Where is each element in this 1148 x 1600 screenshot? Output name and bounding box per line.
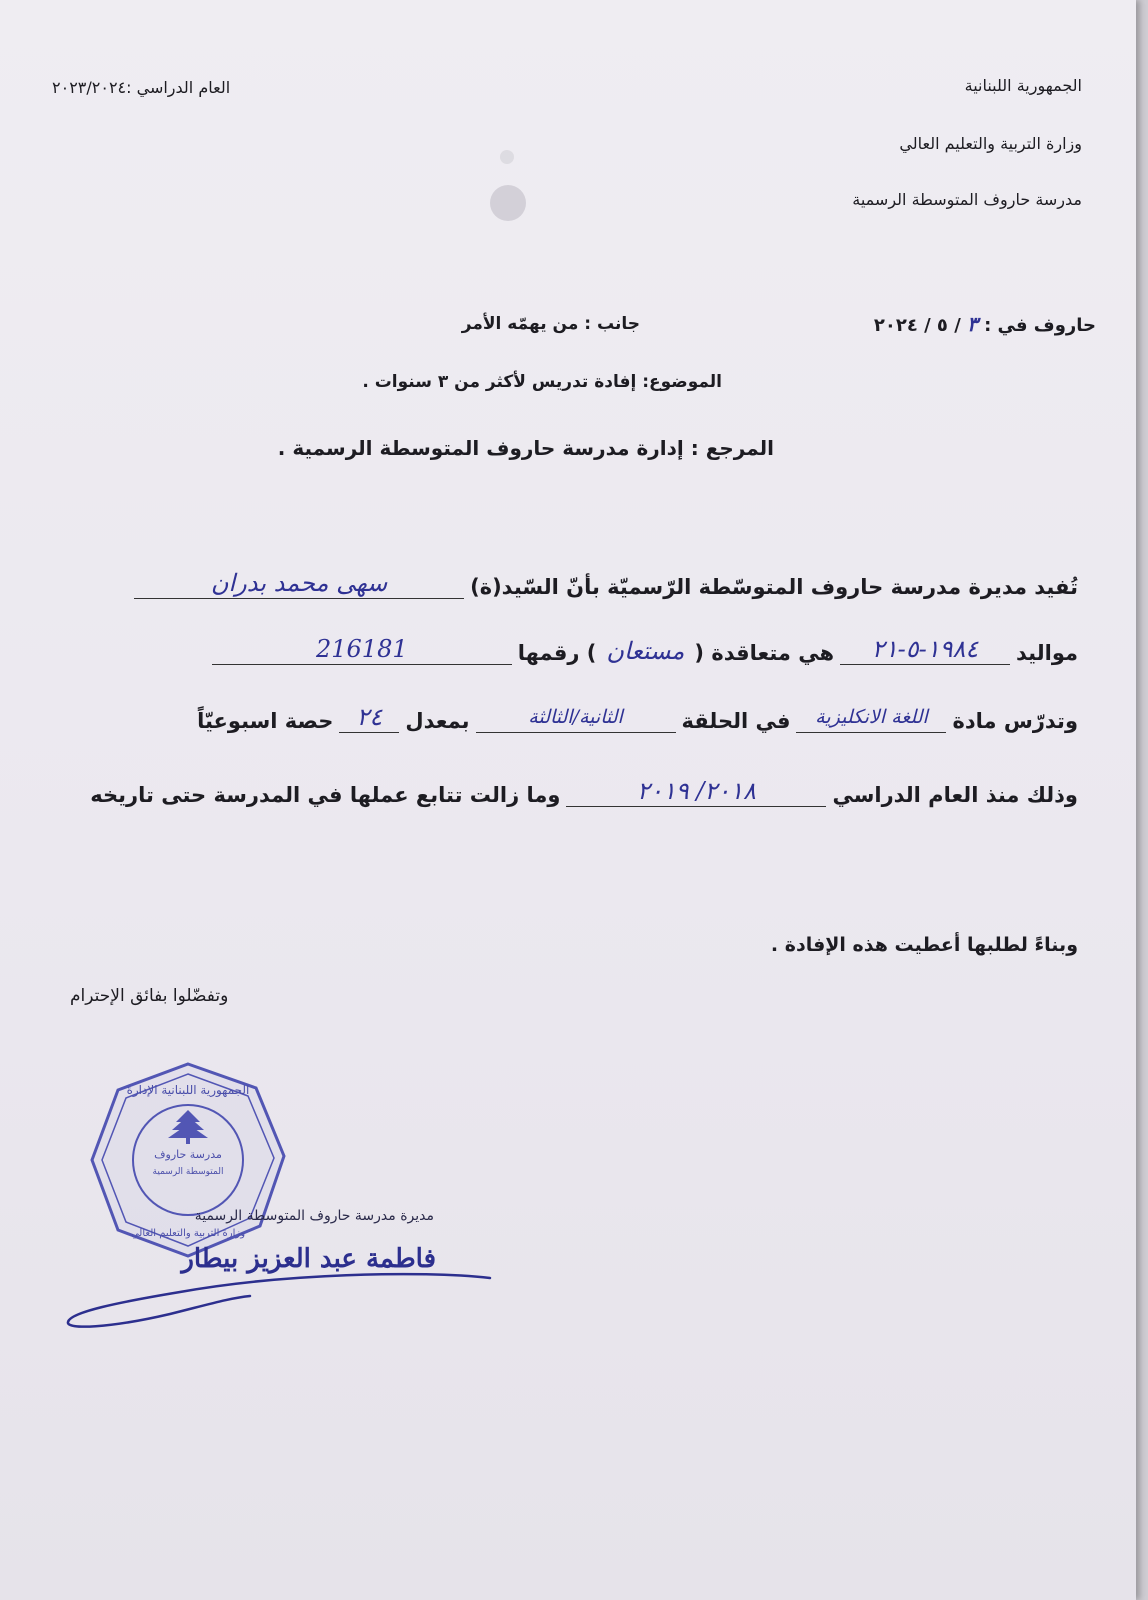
body-line-2: [206, 634, 1078, 665]
teacher-name-field: سهى محمد بدران: [134, 568, 464, 599]
reference-line: المرجع : إدارة مدرسة حاروف المتوسطة الرسمية .: [277, 436, 774, 460]
subject-taught-field: اللغة الانكليزية: [796, 702, 946, 733]
header-school: مدرسة حاروف المتوسطة الرسمية: [852, 190, 1082, 209]
number-label: ) رقمها: [517, 641, 597, 665]
date-rest: / ٥ / ٢٠٢٤: [873, 315, 961, 336]
seal-center-line2: المتوسطة الرسمية: [152, 1167, 224, 1177]
rate-suffix: حصة اسبوعيّاً: [197, 709, 334, 733]
birth-date-field: ١٩٨٤-٥-٢١: [840, 634, 1010, 665]
header-ministry: وزارة التربية والتعليم العالي: [899, 134, 1082, 153]
since-suffix: وما زالت تتابع عملها في المدرسة حتى تاريخه: [90, 783, 561, 807]
signature-title: مديرة مدرسة حاروف المتوسطة الرسمية: [194, 1208, 434, 1224]
closing-line: وبناءً لطلبها أعطيت هذه الإفادة .: [770, 934, 1078, 956]
date-day-handwritten: ٣: [967, 312, 978, 336]
birth-label: مواليد: [1016, 641, 1078, 665]
number-field: 216181: [212, 634, 512, 665]
body-line-4: [90, 776, 1078, 807]
body-line1-text: تُفيد مديرة مدرسة حاروف المتوسّطة الرّسميّة بأنّ السّيد(ة): [470, 575, 1078, 599]
place-date: [874, 312, 1096, 336]
hours-field: ٢٤: [339, 702, 399, 733]
contract-label: هي متعاقدة (: [694, 641, 835, 665]
body-line-3: [197, 702, 1078, 733]
contract-type: مستعان: [606, 637, 685, 665]
rate-label: بمعدل: [405, 709, 470, 733]
signature-name: فاطمة عبد العزيز بيطار: [181, 1244, 436, 1274]
body-line-1: [128, 568, 1078, 599]
seal-center-line1: مدرسة حاروف: [154, 1148, 222, 1161]
since-year-field: ٢٠١٨/ ٢٠١٩: [566, 776, 826, 807]
addressee: جانب : من يهمّه الأمر: [461, 314, 640, 334]
paper-stain: [500, 150, 514, 164]
seal-bottom-text: وزارة التربية والتعليم العالي: [130, 1228, 246, 1239]
academic-year: العام الدراسي :٢٠٢٣/٢٠٢٤: [52, 78, 231, 97]
header-country: الجمهورية اللبنانية: [964, 76, 1082, 95]
subject-line: الموضوع: إفادة تدريس لأكثر من ٣ سنوات .: [362, 372, 722, 392]
signature-scribble: [60, 1268, 500, 1338]
subject-taught-label: وتدرّس مادة: [952, 709, 1078, 733]
place-date-label: حاروف في :: [984, 315, 1096, 336]
since-label: وذلك منذ العام الدراسي: [832, 783, 1078, 807]
regards-line: وتفضّلوا بفائق الإحترام: [70, 986, 229, 1006]
cycle-field: الثانية/الثالثة: [476, 702, 676, 733]
seal-top-text: الجمهورية اللبنانية الإدارة: [126, 1083, 250, 1097]
cycle-label: في الحلقة: [681, 709, 791, 733]
paper-stain: [490, 185, 526, 221]
school-seal: [88, 1060, 288, 1260]
